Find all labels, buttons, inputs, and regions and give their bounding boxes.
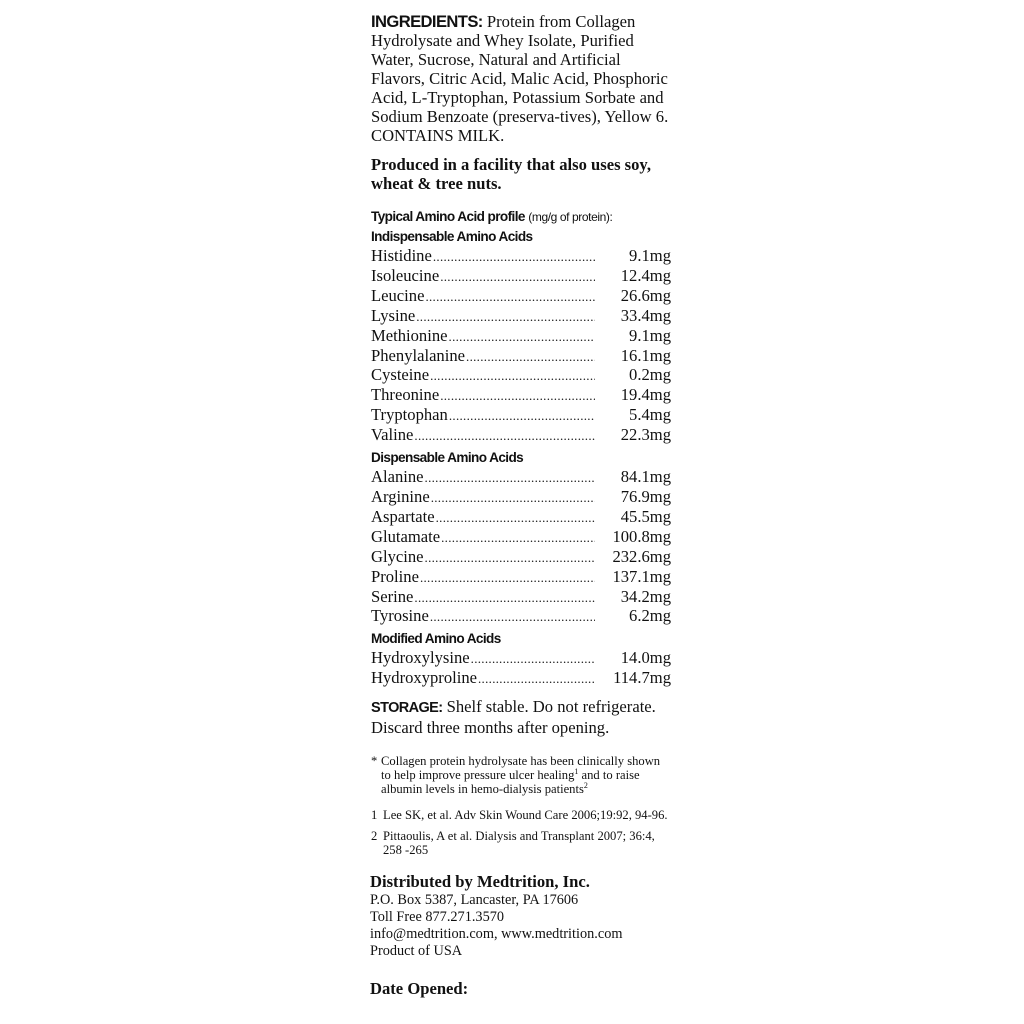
footnote-text-part-2: and to raise albumin levels in hemo-dialysis patients <box>381 767 640 797</box>
contains-milk: CONTAINS MILK. <box>371 126 505 145</box>
amino-acid-name: Tryptophan <box>371 405 448 425</box>
amino-acid-value: 14.0mg <box>620 648 671 668</box>
amino-acid-table <box>371 227 671 689</box>
clinical-footnote <box>371 754 671 797</box>
storage-label: STORAGE: <box>371 700 443 717</box>
amino-acid-value: 26.6mg <box>620 285 671 305</box>
amino-group-heading: Modified Amino Acids <box>371 631 501 647</box>
dot-leader <box>430 608 595 627</box>
amino-acid-value: 9.1mg <box>629 325 671 345</box>
reference-item <box>371 808 671 822</box>
storage-paragraph <box>371 697 671 737</box>
footnote-text-part-1: Collagen protein hydrolysate has been clinically shown to help improve pressure ulcer healing <box>381 753 661 782</box>
amino-acid-row <box>371 426 671 446</box>
nutrition-label-panel <box>371 12 671 863</box>
amino-acid-name: Histidine <box>371 246 432 265</box>
dot-leader <box>471 650 595 669</box>
product-origin: Product of USA <box>370 943 463 959</box>
reference-number: 2 <box>371 828 378 843</box>
footnote-superscript-1: 1 <box>574 766 579 776</box>
allergen-note: Produced in a facility that also uses soy, wheat & tree nuts. <box>371 155 651 193</box>
amino-acid-name: Tyrosine <box>371 606 429 626</box>
amino-acid-value: 12.4mg <box>620 265 671 285</box>
amino-acid-row <box>371 669 671 689</box>
dot-leader <box>416 308 595 327</box>
dot-leader <box>466 348 595 367</box>
amino-acid-name: Serine <box>371 586 414 606</box>
ingredients-text: Protein from Collagen Hydrolysate and Whey Isolate, Purified Water, Sucrose, Natural and Artificial Flavors, Citric Acid, Malic Acid, Phosphoric Acid, L-Tryptophan, Potassium Sorbate and Sodium Benzoate (preserva-tives), Yellow 6. <box>371 12 669 126</box>
reference-item <box>371 829 671 857</box>
amino-acid-name: Valine <box>371 425 414 445</box>
amino-acid-value: 137.1mg <box>612 566 671 586</box>
amino-acid-row <box>371 386 671 406</box>
amino-acid-name: Cysteine <box>371 365 430 385</box>
amino-acid-name: Hydroxylysine <box>371 648 470 668</box>
storage-text: Shelf stable. Do not refrigerate. Discard three months after opening. <box>371 697 656 738</box>
amino-acid-row <box>371 468 671 488</box>
amino-acid-value: 22.3mg <box>620 425 671 445</box>
dot-leader <box>436 509 595 528</box>
dot-leader <box>430 367 595 386</box>
dot-leader <box>425 549 595 568</box>
distributor-company: Distributed by Medtrition, Inc. <box>370 872 590 891</box>
amino-acid-row <box>371 406 671 426</box>
amino-acid-row <box>371 307 671 327</box>
distributor-address: P.O. Box 5387, Lancaster, PA 17606 <box>370 892 579 908</box>
dot-leader <box>441 529 595 548</box>
dot-leader <box>425 288 595 307</box>
ingredients-paragraph <box>371 12 671 145</box>
amino-acid-row <box>371 588 671 608</box>
amino-acid-row <box>371 568 671 588</box>
reference-text: Pittaoulis, A et al. Dialysis and Transplant 2007; 36:4, 258 -265 <box>383 828 655 857</box>
amino-acid-row <box>371 528 671 548</box>
amino-acid-row <box>371 287 671 307</box>
amino-acid-value: 6.2mg <box>629 606 671 626</box>
amino-acid-value: 9.1mg <box>629 246 671 265</box>
amino-acid-row <box>371 607 671 627</box>
amino-acid-name: Isoleucine <box>371 265 440 285</box>
amino-acid-row <box>371 508 671 528</box>
dot-leader <box>425 469 595 488</box>
amino-acid-value: 33.4mg <box>620 305 671 325</box>
amino-acid-name: Threonine <box>371 385 440 405</box>
amino-acid-name: Glycine <box>371 546 424 566</box>
amino-acid-row <box>371 247 671 267</box>
amino-acid-name: Lysine <box>371 305 416 325</box>
ingredients-label: INGREDIENTS: <box>371 12 483 31</box>
amino-acid-value: 16.1mg <box>620 345 671 365</box>
dot-leader <box>440 387 595 406</box>
distributor-block <box>370 872 690 960</box>
amino-acid-value: 45.5mg <box>620 506 671 526</box>
amino-acid-row <box>371 366 671 386</box>
amino-group-heading: Dispensable Amino Acids <box>371 450 524 466</box>
amino-acid-value: 84.1mg <box>620 467 671 487</box>
amino-acid-value: 232.6mg <box>612 546 671 566</box>
amino-acid-row <box>371 267 671 287</box>
distributor-contact: info@medtrition.com, www.medtrition.com <box>370 926 623 942</box>
references-list <box>371 808 671 857</box>
distributor-phone: Toll Free 877.271.3570 <box>370 909 505 925</box>
footnote-asterisk: * <box>371 753 378 768</box>
amino-acid-name: Phenylalanine <box>371 345 466 365</box>
dot-leader <box>449 328 595 347</box>
footnote-superscript-2: 2 <box>583 781 588 791</box>
dot-leader <box>431 489 595 508</box>
amino-acid-value: 0.2mg <box>629 365 671 385</box>
amino-acid-value: 114.7mg <box>613 668 671 688</box>
dot-leader <box>440 268 595 287</box>
amino-acid-value: 76.9mg <box>620 486 671 506</box>
amino-profile-unit: (mg/g of protein): <box>528 210 613 224</box>
amino-acid-name: Leucine <box>371 285 425 305</box>
amino-acid-name: Hydroxyproline <box>371 668 477 688</box>
dot-leader <box>478 670 595 689</box>
dot-leader <box>414 427 595 446</box>
dot-leader <box>414 589 595 608</box>
amino-acid-name: Alanine <box>371 467 424 487</box>
amino-acid-value: 100.8mg <box>612 526 671 546</box>
dot-leader <box>420 569 595 588</box>
amino-acid-row <box>371 649 671 669</box>
footnote-text <box>381 754 671 797</box>
reference-number: 1 <box>371 808 378 823</box>
amino-acid-name: Methionine <box>371 325 448 345</box>
reference-text: Lee SK, et al. Adv Skin Wound Care 2006;19:92, 94-96. <box>383 808 668 823</box>
amino-acid-name: Glutamate <box>371 526 441 546</box>
amino-acid-name: Proline <box>371 566 419 586</box>
amino-acid-row <box>371 347 671 367</box>
amino-profile-heading <box>371 207 671 227</box>
amino-acid-value: 19.4mg <box>620 385 671 405</box>
dot-leader <box>449 407 595 426</box>
amino-profile-title: Typical Amino Acid profile <box>371 209 525 224</box>
amino-acid-row <box>371 327 671 347</box>
amino-group-heading: Indispensable Amino Acids <box>371 229 533 244</box>
dot-leader <box>433 248 595 267</box>
amino-acid-name: Arginine <box>371 486 430 506</box>
amino-acid-value: 34.2mg <box>620 586 671 606</box>
amino-acid-name: Aspartate <box>371 506 435 526</box>
amino-acid-row <box>371 548 671 568</box>
amino-acid-row <box>371 488 671 508</box>
date-opened-label: Date Opened: <box>370 979 469 998</box>
amino-acid-value: 5.4mg <box>629 405 671 425</box>
